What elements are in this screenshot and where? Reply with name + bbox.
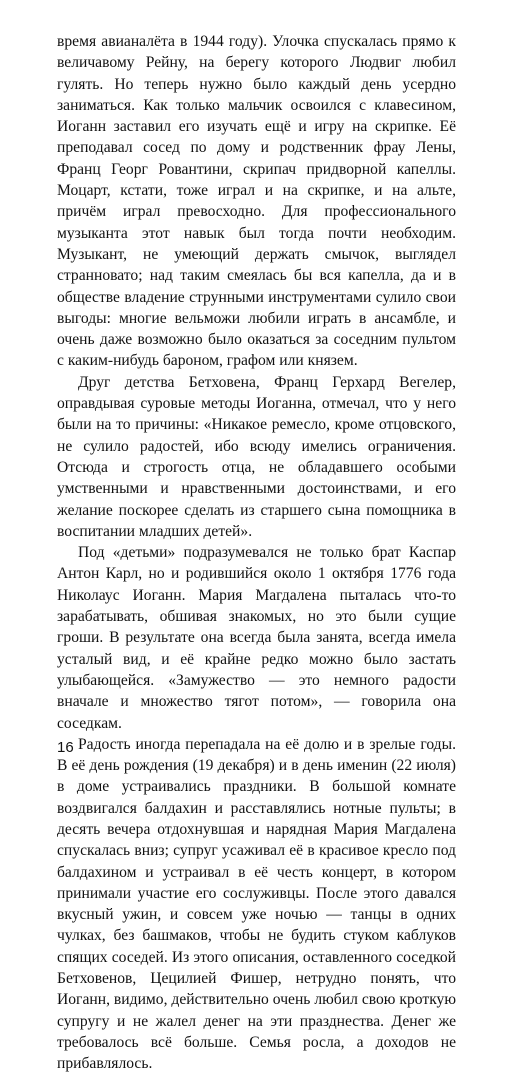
paragraph-1: время авианалёта в 1944 году). Улочка спускалась прямо к величавому Рейну, на берегу которого Людвиг любил гулять. Но теперь нужно было каждый день усердно заниматься. Как только мальчик освоился с клавесином, Иоганн заставил его изучать ещё и игру на скрипке. Её преподавал сосед по дому и родственник фрау Лены, Франц Георг Ровантини, скрипач придворной капеллы. Моцарт, кстати, тоже играл и на скрипке, и на альте, причём играл превосходно. Для профессионального музыканта этот навык был тогда почти необходим. Музыкант, не умеющий держать смычок, выглядел странновато; над таким смеялась бы вся капелла, да и в обществе владение струнными инструментами сулило свои выгоды: многие вельможи любили играть в ансамбле, и очень даже возможно было оказаться за соседним пультом с каким-нибудь бароном, графом или князем. bbox=[57, 33, 456, 370]
paragraph-2: Друг детства Бетховена, Франц Герхард Вегелер, оправдывая суровые методы Иоганна, отмечал, что у него были на то причины: «Никакое ремесло, кроме отцовского, не сулило радостей, ибо всюду имелись ограничения. Отсюда и строгость отца, не обладавшего особыми умственными и нравственными достоинствами, и его желание поскорее сделать из старшего сына помощника в воспитании младших детей». bbox=[57, 373, 456, 540]
page-number: 16 bbox=[57, 739, 74, 756]
paragraph-3: Под «детьми» подразумевался не только брат Каспар Антон Карл, но и родившийся около 1 октября 1776 года Николаус Иоганн. Мария Магдалена пыталась что-то зарабатывать, обшивая знакомых, но это были сущие гроши. В результате она всегда была занята, всегда имела усталый вид, и её крайне редко можно было застать улыбающейся. «Замужество — это немного радости вначале и множество тягот потом», — говорила она соседкам. bbox=[57, 544, 456, 732]
paragraph-4: Радость иногда перепадала на её долю и в зрелые годы. В её день рождения (19 декабря) и в день именин (22 июля) в доме устраивались праздники. В большой комнате воздвигался балдахин и расставлялись нотные пульты; в десять вечера отдохнувшая и нарядная Мария Магдалена спускалась вниз; супруг усаживал её в красивое кресло под балдахином и устраивал в её честь концерт, в котором принимали участие его сослуживцы. После этого давался вкусный ужин, и совсем уже ночью — танцы в одних чулках, без башмаков, чтобы не будить стуком каблуков спящих соседей. Из этого описания, оставленного соседкой Бетховенов, Цецилией Фишер, нетрудно понять, что Иоганн, видимо, действительно очень любил свою кроткую супругу и не жалел денег на эти празднества. Денег же требовалось всё больше. Семья росла, а доходов не прибавлялось. bbox=[57, 735, 456, 1073]
page-body bbox=[57, 31, 456, 1075]
